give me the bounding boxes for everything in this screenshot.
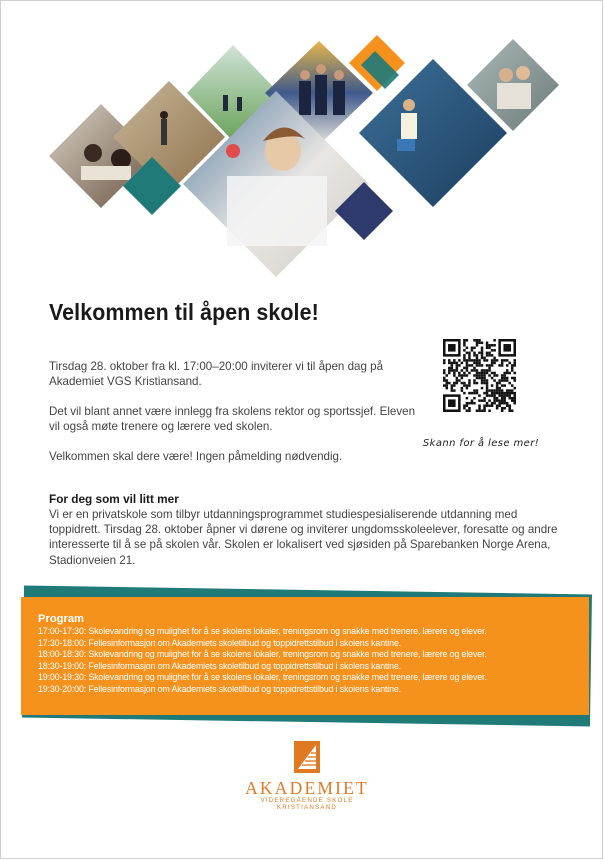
more-info-title: For deg som vil litt mer: [49, 492, 179, 506]
program-title: Program: [38, 613, 85, 625]
akademiet-logo-mark: [294, 741, 320, 773]
program-box: [21, 597, 589, 715]
program-item: 17:30-18:00: Fellesinformasjon om Akademiets skoletilbud og toppidrettstilbud i skolens kantine.: [38, 637, 401, 648]
program-item: 17:00-17:30: Skolevandring og mulighet for å se skolens lokaler, treningsrom og snakke med trenere, lærere og elever.: [38, 626, 487, 636]
intro-paragraph-speakers: Det vil blant annet være innlegg fra skolens rektor og sportssjef. Eleven vil også møte trenere og lærere ved skolen.: [49, 405, 416, 433]
more-info-section: [49, 492, 559, 568]
more-info-text: Vi er en privatskole som tilbyr utdanningsprogrammet studiespesialiserende utdanning med toppidrett. Tirsdag 28. oktober åpner vi dørene og inviterer ungdomsskoleelever, foresatte og andre interesserte til å se på skolen vår. Skolen er lokalisert ved sjøsiden på Sparebanken Norge Arena, Stadionveien 21.: [49, 508, 558, 567]
logo-name: AKADEMIET: [245, 778, 369, 798]
intro-paragraph-date: Tirsdag 28. oktober fra kl. 17:00–20:00 inviterer vi til åpen dag på Akademiet VGS Kristiansand.: [49, 360, 384, 388]
intro-paragraph-welcome: Velkommen skal dere være! Ingen påmelding nødvendig.: [49, 450, 343, 463]
photo-collage: [1, 1, 604, 291]
qr-caption: Skann for å lese mer!: [422, 438, 540, 449]
logo-subtitle: VIDEREGÅENDE SKOLE: [260, 797, 354, 804]
school-logo: [237, 741, 377, 811]
program-item: 19:00-19:30: Skolevandring og mulighet for å se skolens lokaler, treningsrom og snakke med trenere, lærere og elever.: [38, 672, 487, 682]
logo-location: KRISTIANSAND: [276, 804, 338, 811]
program-item: 18:30-19:00: Fellesinformasjon om Akademiets skoletilbud og toppidrettstilbud i skolens kantine.: [38, 660, 401, 671]
program-list: [38, 626, 589, 695]
program-item: 19:30-20:00: Fellesinformasjon om Akademiets skoletilbud og toppidrettstilbud i skolens kantine.: [38, 683, 401, 694]
page-title: Velkommen til åpen skole!: [49, 299, 319, 325]
intro-text: [49, 359, 429, 479]
program-item: 18:00-18:30: Skolevandring og mulighet for å se skolens lokaler, treningsrom og snakke med trenere, lærere og elever.: [38, 649, 487, 659]
qr-code-icon[interactable]: [443, 339, 516, 412]
